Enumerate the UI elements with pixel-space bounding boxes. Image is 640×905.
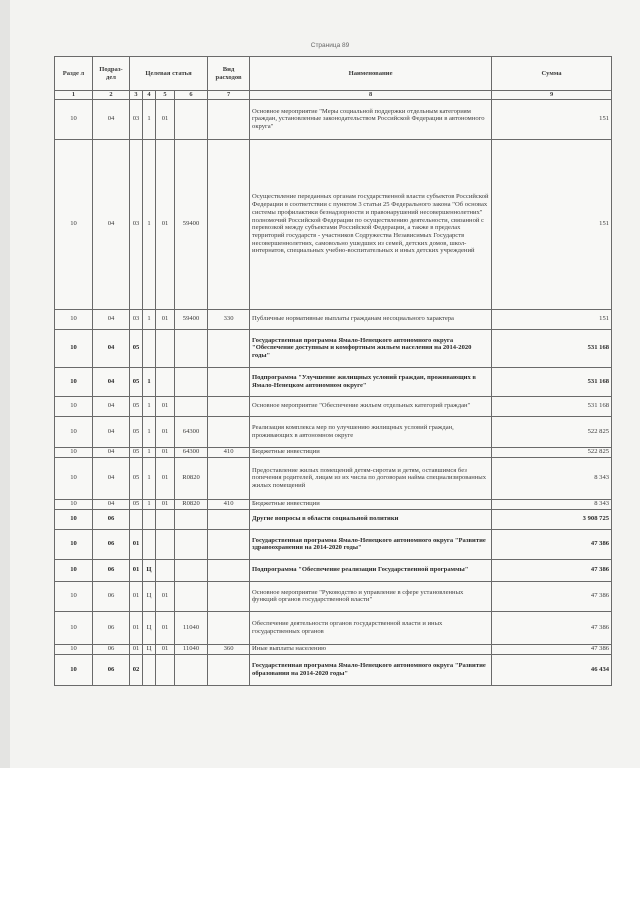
razdel-cell: 10 [55, 447, 93, 457]
target-c-cell: 01 [156, 581, 175, 611]
vid-cell: 410 [208, 447, 250, 457]
target-b-cell [143, 509, 156, 529]
table-row [55, 509, 612, 529]
target-a-cell: 05 [130, 396, 143, 416]
podrazdel-cell: 06 [93, 654, 130, 685]
podrazdel-cell: 04 [93, 499, 130, 509]
name-cell: Предоставление жилых помещений детям-сиротам и детям, оставшимся без попечения родителей, лицам из их числа по договорам найма специализированных жилых помещений [250, 457, 492, 499]
vid-cell [208, 396, 250, 416]
target-d-cell: R0820 [175, 499, 208, 509]
table-row [55, 581, 612, 611]
header-sum: Сумма [492, 57, 612, 91]
vid-cell [208, 654, 250, 685]
target-b-cell: 1 [143, 99, 156, 139]
razdel-cell: 10 [55, 611, 93, 644]
target-c-cell [156, 367, 175, 396]
target-d-cell [175, 581, 208, 611]
vid-cell [208, 457, 250, 499]
target-b-cell: Ц [143, 644, 156, 654]
podrazdel-cell: 04 [93, 309, 130, 329]
target-d-cell [175, 559, 208, 581]
col-num: 9 [492, 91, 612, 100]
razdel-cell: 10 [55, 367, 93, 396]
header-vid: Вид расходов [208, 57, 250, 91]
name-cell: Публичные нормативные выплаты гражданам несоциального характера [250, 309, 492, 329]
page-number: Страница 89 [310, 42, 350, 49]
sum-cell: 151 [492, 139, 612, 309]
sum-cell: 8 343 [492, 457, 612, 499]
sum-cell: 531 168 [492, 329, 612, 367]
target-b-cell: Ц [143, 611, 156, 644]
target-c-cell [156, 329, 175, 367]
razdel-cell: 10 [55, 654, 93, 685]
target-d-cell: 59400 [175, 309, 208, 329]
target-d-cell [175, 396, 208, 416]
target-b-cell: 1 [143, 447, 156, 457]
podrazdel-cell: 04 [93, 457, 130, 499]
col-num: 7 [208, 91, 250, 100]
name-cell: Государственная программа Ямало-Ненецкого автономного округа "Обеспечение доступным и комфортным жильем населения на 2014-2020 годы" [250, 329, 492, 367]
podrazdel-cell: 06 [93, 611, 130, 644]
razdel-cell: 10 [55, 309, 93, 329]
target-d-cell: R0820 [175, 457, 208, 499]
table-row [55, 654, 612, 685]
sum-cell: 531 168 [492, 396, 612, 416]
podrazdel-cell: 04 [93, 367, 130, 396]
vid-cell: 330 [208, 309, 250, 329]
table-row [55, 611, 612, 644]
vid-cell: 410 [208, 499, 250, 509]
sum-cell: 531 168 [492, 367, 612, 396]
target-a-cell: 01 [130, 559, 143, 581]
vid-cell [208, 99, 250, 139]
name-cell: Иные выплаты населению [250, 644, 492, 654]
razdel-cell: 10 [55, 559, 93, 581]
target-c-cell: 01 [156, 447, 175, 457]
col-num: 2 [93, 91, 130, 100]
header-name: Наименование [250, 57, 492, 91]
target-d-cell [175, 509, 208, 529]
table-row [55, 644, 612, 654]
vid-cell [208, 367, 250, 396]
name-cell: Бюджетные инвестиции [250, 447, 492, 457]
col-num: 8 [250, 91, 492, 100]
header-podrazdel: Подраз- дел [93, 57, 130, 91]
name-cell: Обеспечение деятельности органов государственной власти и иных государственных органов [250, 611, 492, 644]
sum-cell: 522 825 [492, 447, 612, 457]
table-row [55, 416, 612, 447]
target-d-cell: 64300 [175, 447, 208, 457]
vid-cell [208, 416, 250, 447]
vid-cell: 360 [208, 644, 250, 654]
target-b-cell [143, 329, 156, 367]
vid-cell [208, 139, 250, 309]
target-d-cell [175, 99, 208, 139]
target-a-cell: 03 [130, 139, 143, 309]
target-a-cell: 05 [130, 457, 143, 499]
sum-cell: 522 825 [492, 416, 612, 447]
razdel-cell: 10 [55, 581, 93, 611]
table-row [55, 447, 612, 457]
target-b-cell: 1 [143, 499, 156, 509]
sum-cell: 151 [492, 309, 612, 329]
target-a-cell: 05 [130, 367, 143, 396]
target-a-cell: 01 [130, 611, 143, 644]
target-c-cell: 01 [156, 416, 175, 447]
target-b-cell: 1 [143, 309, 156, 329]
target-d-cell: 11040 [175, 644, 208, 654]
podrazdel-cell: 06 [93, 644, 130, 654]
podrazdel-cell: 04 [93, 329, 130, 367]
razdel-cell: 10 [55, 509, 93, 529]
target-d-cell [175, 654, 208, 685]
col-num: 6 [175, 91, 208, 100]
col-num: 3 [130, 91, 143, 100]
sum-cell: 47 386 [492, 529, 612, 559]
podrazdel-cell: 04 [93, 139, 130, 309]
header-row [55, 57, 612, 91]
target-c-cell: 01 [156, 644, 175, 654]
name-cell: Основное мероприятие "Меры социальной поддержки отдельным категориям граждан, установленные законодательством Российской Федерации в автономного округа" [250, 99, 492, 139]
table-row [55, 329, 612, 367]
name-cell: Основное мероприятие "Обеспечение жильем отдельных категорий граждан" [250, 396, 492, 416]
table-row [55, 559, 612, 581]
target-b-cell: 1 [143, 396, 156, 416]
target-b-cell: 1 [143, 139, 156, 309]
podrazdel-cell: 04 [93, 416, 130, 447]
column-number-row [55, 91, 612, 100]
header-celevaya: Целевая статья [130, 57, 208, 91]
target-a-cell: 03 [130, 99, 143, 139]
razdel-cell: 10 [55, 529, 93, 559]
target-d-cell: 11040 [175, 611, 208, 644]
vid-cell [208, 329, 250, 367]
table-row [55, 309, 612, 329]
table-row [55, 367, 612, 396]
sum-cell: 3 908 725 [492, 509, 612, 529]
sum-cell: 151 [492, 99, 612, 139]
col-num: 5 [156, 91, 175, 100]
table-row [55, 499, 612, 509]
razdel-cell: 10 [55, 644, 93, 654]
podrazdel-cell: 06 [93, 509, 130, 529]
header-razdel: Разде л [55, 57, 93, 91]
podrazdel-cell: 04 [93, 447, 130, 457]
target-b-cell: Ц [143, 559, 156, 581]
target-d-cell: 59400 [175, 139, 208, 309]
name-cell: Основное мероприятие "Руководство и управление в сфере установленных функций органов государственной власти" [250, 581, 492, 611]
target-a-cell: 03 [130, 309, 143, 329]
target-b-cell: 1 [143, 457, 156, 499]
name-cell: Бюджетные инвестиции [250, 499, 492, 509]
target-a-cell: 01 [130, 529, 143, 559]
sum-cell: 8 343 [492, 499, 612, 509]
target-d-cell [175, 367, 208, 396]
razdel-cell: 10 [55, 396, 93, 416]
sum-cell: 47 386 [492, 559, 612, 581]
vid-cell [208, 559, 250, 581]
target-c-cell: 01 [156, 309, 175, 329]
razdel-cell: 10 [55, 499, 93, 509]
target-c-cell [156, 529, 175, 559]
razdel-cell: 10 [55, 139, 93, 309]
vid-cell [208, 509, 250, 529]
sum-cell: 47 386 [492, 644, 612, 654]
vid-cell [208, 611, 250, 644]
target-a-cell: 05 [130, 447, 143, 457]
target-c-cell: 01 [156, 499, 175, 509]
target-a-cell: 05 [130, 499, 143, 509]
target-c-cell [156, 509, 175, 529]
podrazdel-cell: 06 [93, 529, 130, 559]
target-a-cell [130, 509, 143, 529]
target-a-cell: 05 [130, 416, 143, 447]
target-c-cell: 01 [156, 99, 175, 139]
target-d-cell: 64300 [175, 416, 208, 447]
podrazdel-cell: 04 [93, 99, 130, 139]
vid-cell [208, 529, 250, 559]
razdel-cell: 10 [55, 329, 93, 367]
table-row [55, 529, 612, 559]
razdel-cell: 10 [55, 457, 93, 499]
col-num: 1 [55, 91, 93, 100]
target-b-cell [143, 654, 156, 685]
name-cell: Государственная программа Ямало-Ненецкого автономного округа "Развитие здравоохранения на 2014-2020 годы" [250, 529, 492, 559]
target-a-cell: 01 [130, 581, 143, 611]
target-c-cell [156, 559, 175, 581]
razdel-cell: 10 [55, 99, 93, 139]
name-cell: Подпрограмма "Обеспечение реализации Государственной программы" [250, 559, 492, 581]
name-cell: Осуществление переданных органам государственной власти субъектов Российской Федерации в соответствии с пунктом 3 статьи 25 Федерального закона "Об основах системы профилактики безнадзорности и правонарушений несовершеннолетних" полномочий Российской Федерации по осуществлению деятельности, связанной с перевозкой между субъектами Российской Федерации, а также в пределах территорий государств - участников Содружества Независимых Государств несовершеннолетних, самовольно ушедших из семей, детских домов, школ-интернатов, специальных учебно-воспитательных и иных детских учреждений [250, 139, 492, 309]
target-c-cell: 01 [156, 139, 175, 309]
target-b-cell [143, 529, 156, 559]
podrazdel-cell: 04 [93, 396, 130, 416]
target-c-cell: 01 [156, 457, 175, 499]
vid-cell [208, 581, 250, 611]
name-cell: Реализация комплекса мер по улучшению жилищных условий граждан, проживающих в автономном округе [250, 416, 492, 447]
name-cell: Государственная программа Ямало-Ненецкого автономного округа "Развитие образования на 2014-2020 годы" [250, 654, 492, 685]
sum-cell: 47 386 [492, 611, 612, 644]
target-c-cell [156, 654, 175, 685]
sum-cell: 46 434 [492, 654, 612, 685]
podrazdel-cell: 06 [93, 581, 130, 611]
name-cell: Подпрограмма "Улучшение жилищных условий граждан, проживающих в Ямало-Ненецком автономном округе" [250, 367, 492, 396]
target-c-cell: 01 [156, 611, 175, 644]
table-row [55, 139, 612, 309]
table-row [55, 396, 612, 416]
target-d-cell [175, 329, 208, 367]
podrazdel-cell: 06 [93, 559, 130, 581]
target-a-cell: 05 [130, 329, 143, 367]
table-row [55, 99, 612, 139]
razdel-cell: 10 [55, 416, 93, 447]
col-num: 4 [143, 91, 156, 100]
target-b-cell: Ц [143, 581, 156, 611]
target-b-cell: 1 [143, 367, 156, 396]
budget-table [54, 56, 612, 686]
target-b-cell: 1 [143, 416, 156, 447]
table-row [55, 457, 612, 499]
sum-cell: 47 386 [492, 581, 612, 611]
name-cell: Другие вопросы в области социальной политики [250, 509, 492, 529]
target-a-cell: 02 [130, 654, 143, 685]
target-c-cell: 01 [156, 396, 175, 416]
target-d-cell [175, 529, 208, 559]
target-a-cell: 01 [130, 644, 143, 654]
